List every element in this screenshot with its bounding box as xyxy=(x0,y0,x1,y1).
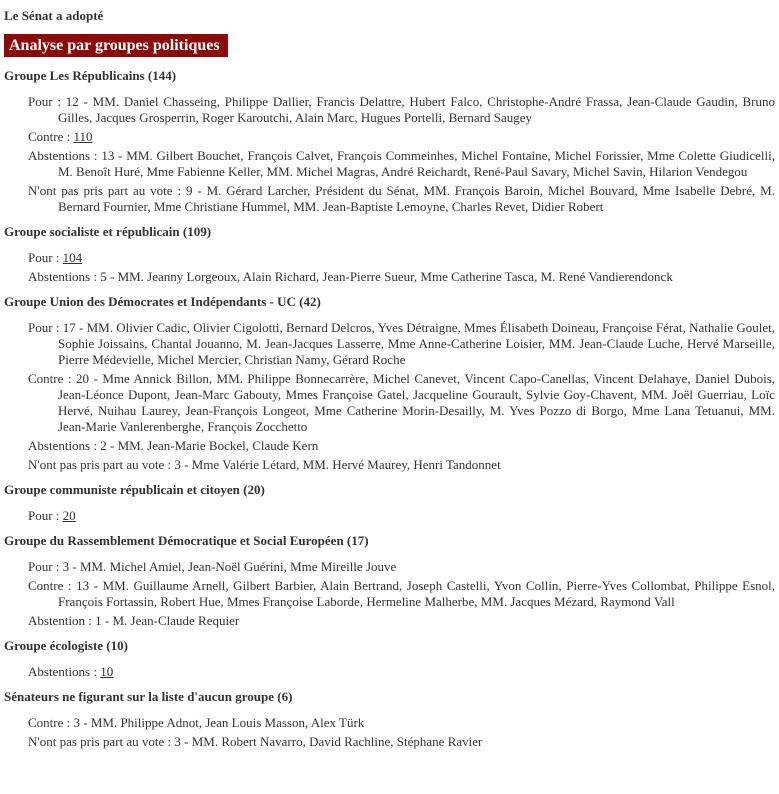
vote-entry xyxy=(28,715,775,731)
vote-senators: 1 - M. Jean-Claude Requier xyxy=(95,613,240,628)
group-title: Groupe Les Républicains (144) xyxy=(4,68,177,83)
vote-label: Abstentions : xyxy=(28,438,101,453)
vote-senators: 12 - MM. Daniel Chasseing, Philippe Dallier, Francis Delattre, Hubert Falco, Christophe-André Frassa, Jean-Claude Gaudin, Bruno Gilles, Jacques Grosperrin, Roger Karoutchi, Alain Marc, Hugues Portelli, Bernard Saugey xyxy=(58,94,775,125)
vote-label: N'ont pas pris part au vote : xyxy=(28,734,175,749)
vote-entry xyxy=(28,250,775,266)
vote-senators: 17 - MM. Olivier Cadic, Olivier Cigolotti, Bernard Delcros, Yves Détraigne, Mmes Élisabeth Doineau, Françoise Férat, Nathalie Goulet, Sophie Joissains, Chantal Jouanno, M. Jean-Jacques Lasserre, Mme Anne-Catherine Loisier, MM. Jean-Claude Luche, Hervé Marseille, Pierre Médevielle, Michel Mercier, Christian Namy, Gérard Roche xyxy=(58,320,775,367)
group-title: Groupe écologiste (10) xyxy=(4,638,128,653)
vote-count-link[interactable]: 20 xyxy=(62,508,76,523)
vote-label: Contre : xyxy=(28,129,74,144)
vote-entries xyxy=(4,94,775,215)
vote-count-link[interactable]: 110 xyxy=(73,129,93,144)
vote-senators: 3 - MM. Michel Amiel, Jean-Noël Guérini, Mme Mireille Jouve xyxy=(62,559,397,574)
vote-senators: 13 - MM. Gilbert Bouchet, François Calvet, François Commeinhes, Michel Fontaine, Michel Forissier, Mme Colette Giudicelli, M. Benoît Huré, Mme Fabienne Keller, MM. Michel Magras, André Reichardt, René-Paul Savary, Michel Savin, Hilarion Vendegou xyxy=(58,148,775,179)
vote-count-link[interactable]: 10 xyxy=(100,664,114,679)
vote-label: Abstention : xyxy=(28,613,96,628)
vote-senators: 3 - MM. Robert Navarro, David Rachline, Stéphane Ravier xyxy=(174,734,483,749)
vote-entry xyxy=(28,457,775,473)
political-group xyxy=(4,294,775,473)
vote-label: N'ont pas pris part au vote : xyxy=(28,183,186,198)
vote-entry xyxy=(28,613,775,629)
vote-senators: 2 - MM. Jean-Marie Bockel, Claude Kern xyxy=(100,438,319,453)
vote-senators: 20 - Mme Annick Billon, MM. Philippe Bonnecarrère, Michel Canevet, Vincent Capo-Canellas, Vincent Delahaye, Daniel Dubois, Jean-Léonce Dupont, Jean-Marc Gabouty, Mmes Françoise Gatel, Jacqueline Gourault, Sylvie Goy-Chavent, MM. Joël Guerriau, Loïc Hervé, Nuihau Laurey, Jean-François Longeot, Mme Catherine Morin-Desailly, M. Yves Pozzo di Borgo, Mme Lana Tetuanui, MM. Jean-Marie Vanlerenberghe, François Zocchetto xyxy=(58,371,775,434)
group-title: Groupe du Rassemblement Démocratique et Social Européen (17) xyxy=(4,533,369,548)
vote-label: Contre : xyxy=(28,578,77,593)
vote-entry xyxy=(28,578,775,610)
intro-line: Le Sénat a adopté xyxy=(4,8,104,23)
vote-entry xyxy=(28,664,775,680)
vote-entry xyxy=(28,508,775,524)
vote-label: Pour : xyxy=(28,250,63,265)
vote-entries xyxy=(4,559,775,629)
political-group xyxy=(4,689,775,750)
vote-entries xyxy=(4,320,775,473)
group-title: Groupe socialiste et républicain (109) xyxy=(4,224,212,239)
vote-senators: 9 - M. Gérard Larcher, Président du Sénat, MM. François Baroin, Michel Bouvard, Mme Isabelle Debré, M. Bernard Fournier, Mme Christiane Hummel, MM. Jean-Baptiste Lemoyne, Charles Revet, Didier Robert xyxy=(58,183,775,214)
vote-entry xyxy=(28,129,775,145)
vote-entry xyxy=(28,94,775,126)
political-group xyxy=(4,638,775,680)
vote-entries xyxy=(4,250,775,285)
vote-label: Abstentions : xyxy=(28,269,101,284)
vote-label: Contre : xyxy=(28,715,74,730)
vote-label: N'ont pas pris part au vote : xyxy=(28,457,175,472)
vote-label: Abstentions : xyxy=(28,148,102,163)
vote-entry xyxy=(28,559,775,575)
vote-entry xyxy=(28,269,775,285)
vote-label: Abstentions : xyxy=(28,664,101,679)
political-group xyxy=(4,533,775,629)
vote-senators: 3 - Mme Valérie Létard, MM. Hervé Maurey, Henri Tandonnet xyxy=(174,457,501,472)
vote-count-link[interactable]: 104 xyxy=(62,250,83,265)
vote-senators: 5 - MM. Jeanny Lorgeoux, Alain Richard, Jean-Pierre Sueur, Mme Catherine Tasca, M. René Vandierendonck xyxy=(100,269,673,284)
vote-entry xyxy=(28,148,775,180)
vote-senators: 13 - MM. Guillaume Arnell, Gilbert Barbier, Alain Bertrand, Joseph Castelli, Yvon Collin, Pierre-Yves Collombat, Philippe Esnol, François Fortassin, Robert Hue, Mmes Françoise Laborde, Hermeline Malherbe, MM. Jacques Mézard, Raymond Vall xyxy=(58,578,775,609)
vote-entry xyxy=(28,371,775,435)
group-title: Groupe communiste républicain et citoyen (20) xyxy=(4,482,265,497)
vote-label: Pour : xyxy=(28,94,66,109)
vote-entry xyxy=(28,438,775,454)
vote-entries xyxy=(4,508,775,524)
group-title: Sénateurs ne figurant sur la liste d'aucun groupe (6) xyxy=(4,689,293,704)
vote-label: Contre : xyxy=(28,371,76,386)
vote-label: Pour : xyxy=(28,559,63,574)
political-group xyxy=(4,482,775,524)
group-title: Groupe Union des Démocrates et Indépendants - UC (42) xyxy=(4,294,321,309)
vote-entries xyxy=(4,715,775,750)
political-group xyxy=(4,224,775,285)
section-banner: Analyse par groupes politiques xyxy=(4,34,228,57)
political-group xyxy=(4,68,775,215)
vote-senators: 3 - MM. Philippe Adnot, Jean Louis Masson, Alex Türk xyxy=(73,715,365,730)
vote-label: Pour : xyxy=(28,320,63,335)
vote-label: Pour : xyxy=(28,508,63,523)
vote-entries xyxy=(4,664,775,680)
vote-entry xyxy=(28,183,775,215)
vote-entry xyxy=(28,734,775,750)
vote-entry xyxy=(28,320,775,368)
groups-list xyxy=(4,68,775,750)
